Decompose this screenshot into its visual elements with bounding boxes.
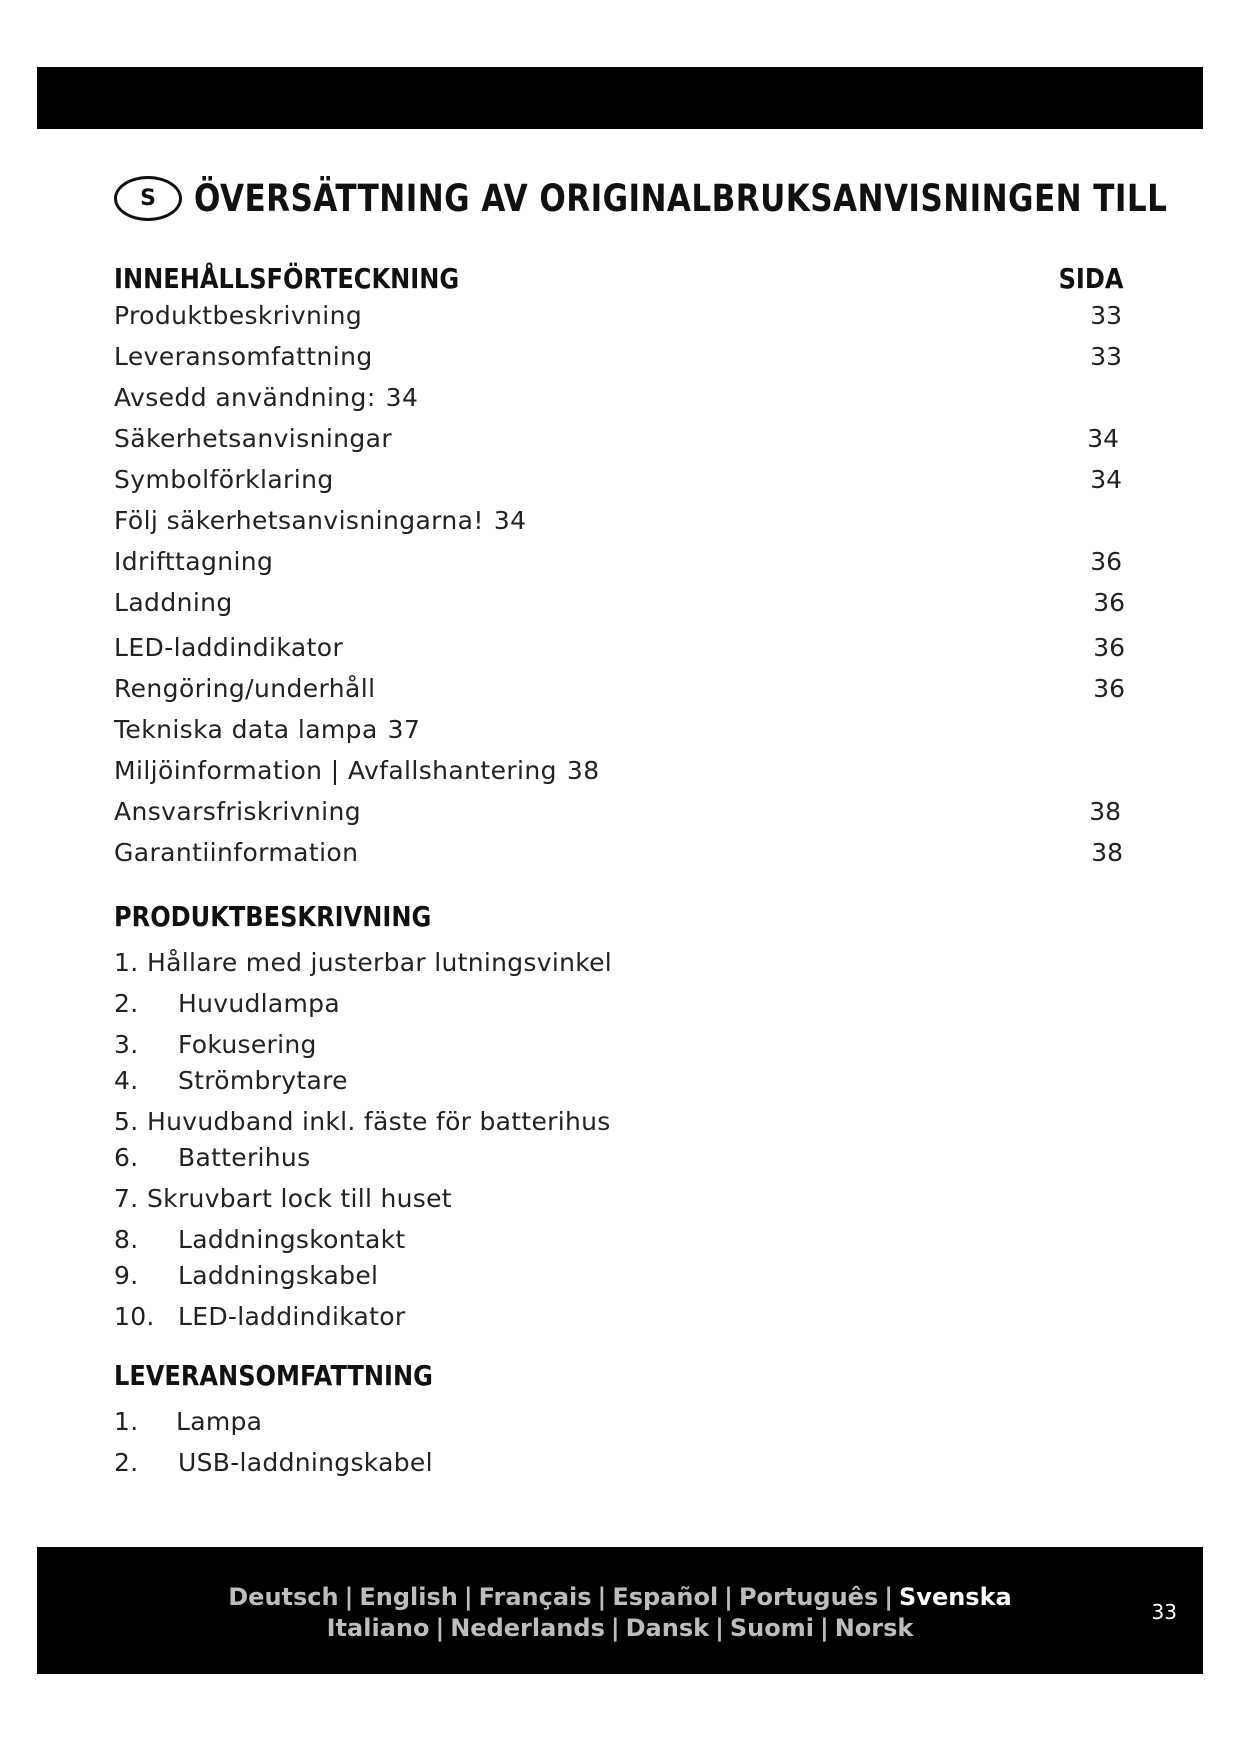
list-item — [114, 1030, 317, 1059]
product-heading: PRODUKTBESKRIVNING — [114, 900, 432, 933]
toc-item — [114, 715, 1122, 749]
toc-item-page: 36 — [1093, 588, 1125, 617]
footer-bar — [37, 1547, 1203, 1674]
toc-page-header: SIDA — [1058, 262, 1123, 295]
toc-item-page: 33 — [1090, 301, 1122, 330]
toc-item — [114, 674, 1125, 708]
list-item-number: 7. — [114, 1184, 139, 1213]
toc-item-page: 34 — [1087, 424, 1119, 453]
toc-item — [114, 633, 1125, 667]
list-item-text: Skruvbart lock till huset — [147, 1184, 452, 1213]
list-item — [114, 1066, 348, 1095]
language-badge: S — [114, 176, 182, 221]
list-item-number: 2. — [114, 1448, 139, 1477]
toc-item — [114, 547, 1122, 581]
toc-item-page: 34 — [493, 506, 527, 535]
list-item-number: 9. — [114, 1261, 139, 1290]
list-item — [114, 1107, 611, 1136]
toc-item-page: 36 — [1093, 633, 1125, 662]
title-row — [114, 176, 1241, 221]
language-link-norsk[interactable]: Norsk — [834, 1614, 914, 1642]
language-link-svenska[interactable]: Svenska — [899, 1583, 1012, 1611]
language-link-english[interactable]: English — [359, 1583, 458, 1611]
toc-item-page: 36 — [1090, 547, 1122, 576]
toc-item-page: 34 — [385, 383, 419, 412]
list-item-number: 6. — [114, 1143, 139, 1172]
toc-item-page: 38 — [1089, 797, 1121, 826]
toc-item-label: Symbolförklaring — [114, 465, 334, 494]
list-item-text: Hållare med justerbar lutningsvinkel — [147, 948, 613, 977]
language-link-deutsch[interactable]: Deutsch — [228, 1583, 339, 1611]
list-item-text: Fokusering — [178, 1030, 317, 1059]
toc-item-label: Tekniska data lampa — [114, 715, 378, 744]
toc-item-label: Följ säkerhetsanvisningarna! — [114, 506, 484, 535]
toc-item — [114, 838, 1122, 872]
list-item-number: 8. — [114, 1225, 139, 1254]
toc-item-label: Miljöinformation | Avfallshantering — [114, 756, 557, 785]
toc-item-label: Idrifttagning — [114, 547, 274, 576]
toc-item-label: Säkerhetsanvisningar — [114, 424, 393, 453]
list-item-number: 1. — [114, 948, 139, 977]
language-separator: | — [463, 1583, 473, 1611]
list-item-text: Strömbrytare — [178, 1066, 348, 1095]
toc-item-label: LED-laddindikator — [114, 633, 344, 662]
list-item-number: 2. — [114, 989, 139, 1018]
language-link-francais[interactable]: Français — [478, 1583, 592, 1611]
language-separator: | — [344, 1583, 354, 1611]
toc-item — [114, 465, 1122, 499]
list-item-text: Huvudband inkl. fäste för batterihus — [147, 1107, 611, 1136]
list-item — [114, 1407, 262, 1436]
list-item-text: Laddningskabel — [178, 1261, 379, 1290]
list-item-text: Batterihus — [178, 1143, 311, 1172]
toc-item-label: Ansvarsfriskrivning — [114, 797, 362, 826]
toc-item-label: Produktbeskrivning — [114, 301, 363, 330]
list-item-text: Laddningskontakt — [178, 1225, 406, 1254]
page-number: 33 — [1151, 1600, 1177, 1624]
toc-item-page: 36 — [1093, 674, 1125, 703]
toc-item-label: Avsedd användning: — [114, 383, 376, 412]
language-separator: | — [884, 1583, 894, 1611]
list-item-number: 1. — [114, 1407, 139, 1436]
language-link-portugues[interactable]: Português — [738, 1583, 879, 1611]
language-link-espanol[interactable]: Español — [612, 1583, 719, 1611]
toc-item-label: Leveransomfattning — [114, 342, 373, 371]
toc-item-page: 38 — [566, 756, 600, 785]
language-separator: | — [715, 1614, 724, 1642]
language-separator: | — [610, 1614, 620, 1642]
language-separator: | — [724, 1583, 733, 1611]
list-item-number: 3. — [114, 1030, 139, 1059]
list-item — [114, 1143, 310, 1172]
header-bar — [37, 67, 1203, 129]
toc-item-label: Rengöring/underhåll — [114, 674, 376, 703]
language-separator: | — [435, 1614, 445, 1642]
list-item — [114, 1261, 378, 1290]
toc-item-page: 38 — [1091, 838, 1123, 867]
list-item-text: USB-laddningskabel — [178, 1448, 433, 1477]
list-item — [114, 1302, 405, 1331]
list-item-number: 5. — [114, 1107, 139, 1136]
language-link-dansk[interactable]: Dansk — [625, 1614, 710, 1642]
toc-item-page: 33 — [1090, 342, 1122, 371]
toc-item — [114, 506, 1122, 540]
list-item — [114, 989, 340, 1018]
toc-item-page: 34 — [1090, 465, 1122, 494]
toc-item — [114, 588, 1125, 622]
language-list-line-1 — [37, 1583, 1203, 1611]
language-list-line-2 — [37, 1614, 1203, 1642]
list-item-text: LED-laddindikator — [178, 1302, 406, 1331]
list-item-text: Lampa — [176, 1407, 263, 1436]
list-item — [114, 948, 612, 977]
language-separator: | — [819, 1614, 829, 1642]
page-title: ÖVERSÄTTNING AV ORIGINALBRUKSANVISNINGEN TILL — [194, 177, 1168, 220]
language-separator: | — [597, 1583, 607, 1611]
toc-item — [114, 424, 1122, 458]
list-item — [114, 1184, 452, 1213]
language-link-nederlands[interactable]: Nederlands — [450, 1614, 605, 1642]
toc-item — [114, 301, 1122, 335]
toc-item-label: Laddning — [114, 588, 233, 617]
list-item — [114, 1448, 433, 1477]
toc-heading: INNEHÅLLSFÖRTECKNING — [114, 262, 460, 295]
language-link-italiano[interactable]: Italiano — [326, 1614, 430, 1642]
toc-item-page: 37 — [387, 715, 421, 744]
toc-item — [114, 342, 1122, 376]
list-item-number: 4. — [114, 1066, 139, 1095]
list-item-number: 10. — [114, 1302, 155, 1331]
toc-item — [114, 756, 1122, 790]
toc-item — [114, 797, 1122, 831]
language-link-suomi[interactable]: Suomi — [729, 1614, 814, 1642]
toc-item-label: Garantiinformation — [114, 838, 359, 867]
delivery-heading: LEVERANSOMFATTNING — [114, 1359, 433, 1392]
toc-item — [114, 383, 1122, 417]
list-item — [114, 1225, 405, 1254]
list-item-text: Huvudlampa — [178, 989, 340, 1018]
